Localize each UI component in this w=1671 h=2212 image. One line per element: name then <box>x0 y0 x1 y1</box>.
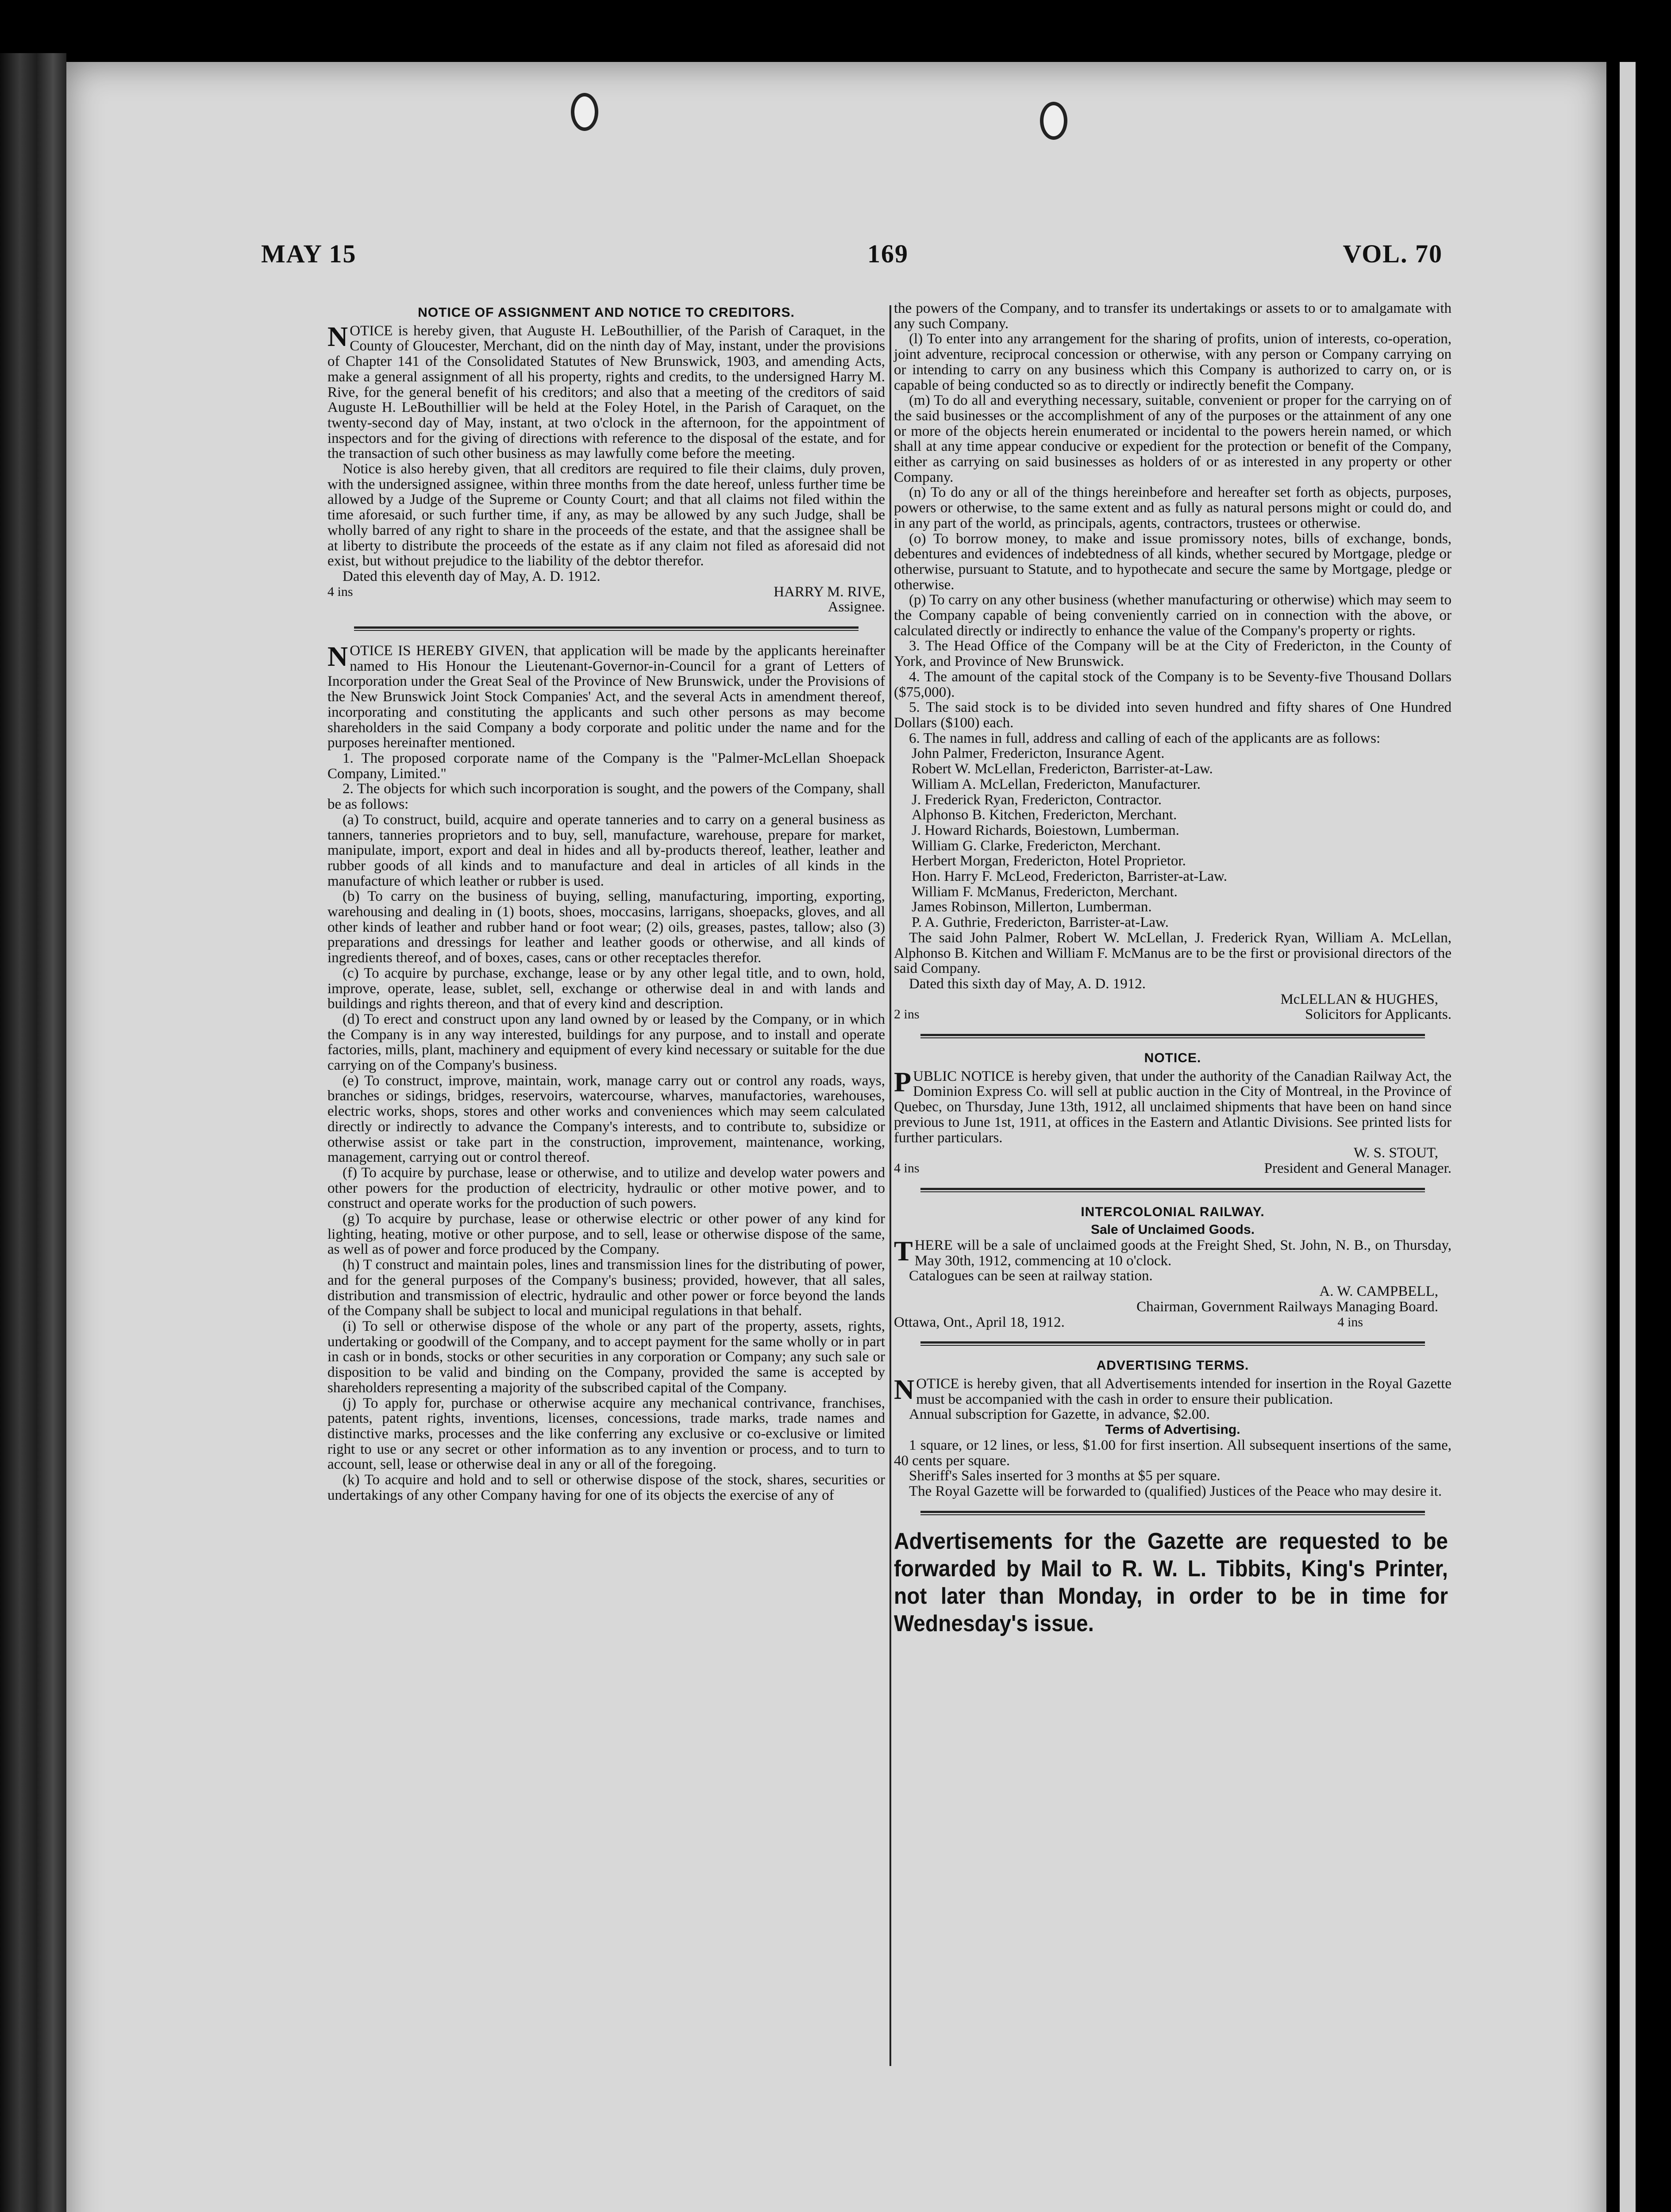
railway-footer <box>894 1315 1452 1330</box>
scan-edge <box>1606 62 1671 2212</box>
terms-title: Terms of Advertising. <box>1105 1422 1240 1437</box>
signer-role: Solicitors for Applicants. <box>1305 1006 1452 1023</box>
list-item: Robert W. McLellan, Fredericton, Barrister-at-Law. <box>912 761 1213 777</box>
notice-signature <box>894 1161 1452 1176</box>
signer-name: McLELLAN & HUGHES, <box>1280 991 1438 1007</box>
binding-hole-icon <box>1040 102 1067 140</box>
directors-clause: The said John Palmer, Robert W. McLellan, J. Frederick Ryan, William A. McLellan, Alphonso B. Kitchen and William F. McManus are to be the first or provisional directors of the said Company. <box>894 929 1452 977</box>
clause-f: (f) To acquire by purchase, lease or otherwise, and to utilize and develop water powers and other powers for the production of electricity, hydraulic or other motive power, and to construct and operate works for the production of such powers. <box>327 1164 885 1212</box>
clause-c: (c) To acquire by purchase, exchange, lease or by any other legal title, and to own, hold, improve, operate, lease, sublet, sell, exchange or otherwise deal in and with lands and buildings and rights thereon, and that of every kind and description. <box>327 965 885 1012</box>
clause-j: (j) To apply for, purchase or otherwise acquire any mechanical contrivance, franchises, patents, patent rights, inventions, licenses, concessions, trade marks, trade names and distinctive marks, processes and the like conferring any exclusive or co-exclusive or limited right to use or any secret or other information as to any invention or process, and to turn to account, sell, lease or otherwise deal in any or all of the foregoing. <box>327 1395 885 1473</box>
assignment-title: NOTICE OF ASSIGNMENT AND NOTICE TO CREDITORS. <box>418 305 795 320</box>
mail-notice: Advertisements for the Gazette are requested to be forwarded by Mail to R. W. L. Tibbits, King's Printer, not later than Monday, in order to be in time for Wednesday's issue. <box>894 1528 1448 1636</box>
notice-title: NOTICE. <box>1144 1051 1201 1066</box>
list-item: Herbert Morgan, Fredericton, Hotel Proprietor. <box>912 853 1186 869</box>
section-rule <box>920 1034 1425 1038</box>
section-rule <box>920 1188 1425 1192</box>
clause-p: (p) To carry on any other business (whether manufacturing or otherwise) which may seem to the Company capable of being conveniently carried on in connection with the above, or calculated directly or indirectly to enhance the value of the Company's property or rights. <box>894 592 1452 639</box>
clause-i: (i) To sell or otherwise dispose of the whole or any part of the property, assets, rights, undertaking or goodwill of the Company, and to accept payment for the same wholly or in part in cash or in bonds, stocks or other securities in any corporation or Company; any such sale or disposition to be valid and binding on the Company, provided the same is accepted by shareholders representing a majority of the subscribed capital of the Company. <box>327 1318 885 1396</box>
list-item: P. A. Guthrie, Fredericton, Barrister-at-Law. <box>912 914 1169 931</box>
clause-3: 3. The Head Office of the Company will be at the City of Fredericton, in the County of York, and Province of New Brunswick. <box>894 638 1452 670</box>
assignment-signature <box>327 584 885 600</box>
applicants-list <box>894 746 1452 930</box>
binding-hole-icon <box>571 93 598 131</box>
clause-g: (g) To acquire by purchase, lease or otherwise electric or other power of any kind for lighting, heating, motive or other purpose, and to sell, lease or otherwise dispose of the same, as well as of power and force produced by the Company. <box>327 1211 885 1258</box>
railway-subtitle: Sale of Unclaimed Goods. <box>1090 1222 1255 1237</box>
page-header <box>261 239 1443 279</box>
clause-5: 5. The said stock is to be divided into seven hundred and fifty shares of One Hundred Dollars ($100) each. <box>894 699 1452 731</box>
railway-catalogues: Catalogues can be seen at railway station. <box>909 1268 1153 1284</box>
incorporation-signature <box>894 1007 1452 1022</box>
clause-6: 6. The names in full, address and calling of each of the applicants are as follows: <box>909 730 1381 746</box>
assignment-dated: Dated this eleventh day of May, A. D. 1912. <box>343 568 601 584</box>
signer-name: HARRY M. RIVE, <box>774 584 885 600</box>
insertions: 4 ins <box>1337 1314 1363 1329</box>
insertions: 2 ins <box>894 1007 920 1022</box>
signer-name: W. S. STOUT, <box>1353 1145 1438 1161</box>
term-2: Sheriff's Sales inserted for 3 months at $5 per square. <box>909 1468 1221 1484</box>
book-binding <box>0 53 66 2212</box>
incorporation-intro: NOTICE IS HEREBY GIVEN, that application will be made by the applicants hereinafter named to His Honour the Lieutenant-Governor-in-Council for a grant of Letters of Incorporation under the Great Seal of the Province of New Brunswick, under the Provisions of the New Brunswick Joint Stock Companies' Act, and the several Acts in amendment thereof, incorporating and constituting the applicants and such other persons as may become shareholders in the said Company a body corporate and politic under the name and for the purposes hereinafter mentioned. <box>327 641 885 751</box>
volume-number: VOL. 70 <box>1343 239 1443 268</box>
subscription: Annual subscription for Gazette, in advance, $2.00. <box>909 1406 1210 1423</box>
list-item: William F. McManus, Fredericton, Merchant. <box>912 883 1178 900</box>
signer-role: Chairman, Government Railways Managing Board. <box>1136 1298 1438 1315</box>
drop-cap: T <box>894 1235 913 1267</box>
clause-l: (l) To enter into any arrangement for the sharing of profits, union of interests, co-operation, joint adventure, reciprocal concession or otherwise, with any person or Company carrying on or intending to carry on any business which this Company is authorized to carry on, or is capable of being conducted so as to directly or indirectly benefit the Company. <box>894 331 1452 393</box>
list-item: J. Frederick Ryan, Fredericton, Contractor. <box>912 791 1162 808</box>
section-rule <box>920 1511 1425 1515</box>
clause-h: (h) T construct and maintain poles, lines and transmission lines for the distributing of power, and for the general purposes of the Company's business; provided, however, that all sales, distribution and transmission of electric, hydraulic and other power or force beyond the lands of the Company shall be subject to local and municipal regulations in that behalf. <box>327 1257 885 1319</box>
incorporation-dated: Dated this sixth day of May, A. D. 1912. <box>909 975 1146 992</box>
clause-b: (b) To carry on the business of buying, selling, manufacturing, importing, exporting, warehousing and dealing in (1) boots, shoes, moccasins, larrigans, shoepacks, gloves, and all other kinds of leather and rubber hand or foot wear; (2) oils, greases, pastes, tallow; also (3) preparations and dressings for leather and leather goods or otherwise, and all kinds of ingredients thereof, and of boxes, cases, cans or other receptacles therefor. <box>327 888 885 966</box>
advertising-body: NOTICE is hereby given, that all Advertisements intended for insertion in the Royal Gazette must be accompanied with the cash in order to ensure their publication. <box>894 1374 1452 1407</box>
list-item: John Palmer, Fredericton, Insurance Agent. <box>912 745 1165 762</box>
list-item: James Robinson, Millerton, Lumberman. <box>912 899 1152 915</box>
section-rule <box>920 1341 1425 1346</box>
clause-k: (k) To acquire and hold and to sell or otherwise dispose of the stock, shares, securities or undertakings of any other Company having for one of its objects the exercise of any of <box>327 1472 885 1503</box>
drop-cap: P <box>894 1066 912 1098</box>
list-item: J. Howard Richards, Boiestown, Lumberman. <box>912 822 1179 838</box>
drop-cap: N <box>894 1374 915 1405</box>
clause-1: 1. The proposed corporate name of the Company is the "Palmer-McLellan Shoepack Company, Limited." <box>327 750 885 782</box>
drop-cap: N <box>327 641 348 672</box>
signer-name: A. W. CAMPBELL, <box>1319 1283 1438 1300</box>
notice-body: PUBLIC NOTICE is hereby given, that under the authority of the Canadian Railway Act, the Dominion Express Co. will sell at public auction in the City of Montreal, in the Province of Quebec, on Thursday, June 13th, 1912, all unclaimed shipments that have been on hand since previous to June 1st, 1911, at offices in the Eastern and Atlantic Divisions. See printed lists for further particulars. <box>894 1066 1452 1146</box>
insertions: 4 ins <box>327 584 353 599</box>
assignment-para-1: NOTICE is hereby given, that Auguste H. LeBouthillier, of the Parish of Caraquet, in the County of Gloucester, Merchant, did on the ninth day of May, instant, under the provisions of Chapter 141 of the Consolidated Statutes of New Brunswick, 1903, and amending Acts, make a general assignment of all his property, rights and credits, to the undersigned Harry M. Rive, for the general benefit of his creditors; and also that a meeting of the creditors of said Auguste H. LeBouthillier will be held at the Foley Hotel, in the Parish of Caraquet, on the twenty-second day of May, instant, at two o'clock in the afternoon, for the appointment of inspectors and for the giving of directions with reference to the disposal of the estate, and for the transaction of such other business as may lawfully come before the meeting. <box>327 320 885 462</box>
clause-k-continued: the powers of the Company, and to transfer its undertakings or assets to or to amalgamate with any such Company. <box>894 300 1452 332</box>
assignment-para-2: Notice is also hereby given, that all creditors are required to file their claims, duly proven, with the undersigned assignee, within three months from the date hereof, unless further time be allowed by a Judge of the Supreme or County Court; and that all claims not filed within the time aforesaid, or such further time, if any, as may be allowed by any such Judge, shall be wholly barred of any right to share in the proceeds of the estate, and that the assignee shall be at liberty to distribute the proceeds of the estate as if any claim not filed as aforesaid did not exist, but without prejudice to the liability of the debtor therefor. <box>327 461 885 569</box>
railway-title: INTERCOLONIAL RAILWAY. <box>1081 1204 1265 1219</box>
advertising-title: ADVERTISING TERMS. <box>1096 1358 1249 1373</box>
section-rule <box>354 626 859 631</box>
clause-2: 2. The objects for which such incorporation is sought, and the powers of the Company, shall be as follows: <box>327 781 885 813</box>
clause-e: (e) To construct, improve, maintain, work, manage carry out or control any roads, ways, branches or sidings, bridges, reservoirs, watercourse, wharves, manufactories, warehouses, electric works, shops, stores and other works and conveniences which may seem calculated directly or indirectly to advance the Company's interests, and to contribute to, subsidize or otherwise assist or take part in the construction, improvement, maintenance, working, management, carrying out or control thereof. <box>327 1072 885 1166</box>
right-column <box>894 301 1452 1637</box>
page-number: 169 <box>867 239 909 268</box>
clause-n: (n) To do any or all of the things hereinbefore and hereafter set forth as objects, purposes, powers or otherwise, to the same extent and as fully as natural persons might or could do, and in any part of the world, as principals, agents, contractors, trustees or otherwise. <box>894 484 1452 531</box>
next-page-edge <box>1620 62 1636 2212</box>
railway-body: THERE will be a sale of unclaimed goods at the Freight Shed, St. John, N. B., on Thursday, May 30th, 1912, commencing at 10 o'clock. <box>894 1235 1452 1269</box>
place-date: Ottawa, Ont., April 18, 1912. <box>894 1314 1065 1330</box>
signer-role: President and General Manager. <box>1264 1160 1452 1176</box>
column-divider <box>889 305 891 2066</box>
list-item: Hon. Harry F. McLeod, Fredericton, Barrister-at-Law. <box>912 868 1227 885</box>
clause-4: 4. The amount of the capital stock of the Company is to be Seventy-five Thousand Dollars ($75,000). <box>894 668 1452 700</box>
clause-a: (a) To construct, build, acquire and operate tanneries and to carry on a general business as tanners, tanneries proprietors and to buy, sell, manufacture, warehouse, prepare for market, manipulate, import, export and deal in hides and all by-products thereof, leather, leather and rubber goods of all kinds and to manufacture and deal in articles of all kinds in the manufacture of which leather or rubber is used. <box>327 811 885 889</box>
clause-d: (d) To erect and construct upon any land owned by or leased by the Company, or in which the Company is in any way interested, buildings for any purpose, and to install and operate factories, mills, plant, machinery and equipment of every kind necessary or suitable for the due carrying on of the Company's business. <box>327 1011 885 1074</box>
insertions: 4 ins <box>894 1160 920 1175</box>
signer-role: Assignee. <box>828 599 885 615</box>
clause-o: (o) To borrow money, to make and issue promissory notes, bills of exchange, bonds, debentures and evidences of indebtedness of all kinds, whether secured by Mortgage, pledge or otherwise, pursuant to Statute, and to hypothecate and secure the same by Mortgage, pledge or otherwise. <box>894 530 1452 593</box>
term-3: The Royal Gazette will be forwarded to (qualified) Justices of the Peace who may desire it. <box>909 1483 1442 1499</box>
list-item: William G. Clarke, Fredericton, Merchant. <box>912 837 1161 854</box>
clause-m: (m) To do all and everything necessary, suitable, convenient or proper for the carrying on of the said businesses or the accomplishment of any of the purposes or the attainment of any one or more of the objects herein enumerated or incidental to the powers herein named, or which shall at any time appear conducive or expedient for the protection or benefit of the Company, either as carrying on said businesses as holders of or as interested in any property or other Company. <box>894 392 1452 485</box>
header-date: MAY 15 <box>261 239 357 268</box>
list-item: William A. McLellan, Fredericton, Manufacturer. <box>912 776 1201 792</box>
list-item: Alphonso B. Kitchen, Fredericton, Merchant. <box>912 807 1177 823</box>
left-column <box>327 301 885 1503</box>
drop-cap: N <box>327 320 348 352</box>
term-1: 1 square, or 12 lines, or less, $1.00 for first insertion. All subsequent insertions of the same, 40 cents per square. <box>894 1437 1452 1469</box>
